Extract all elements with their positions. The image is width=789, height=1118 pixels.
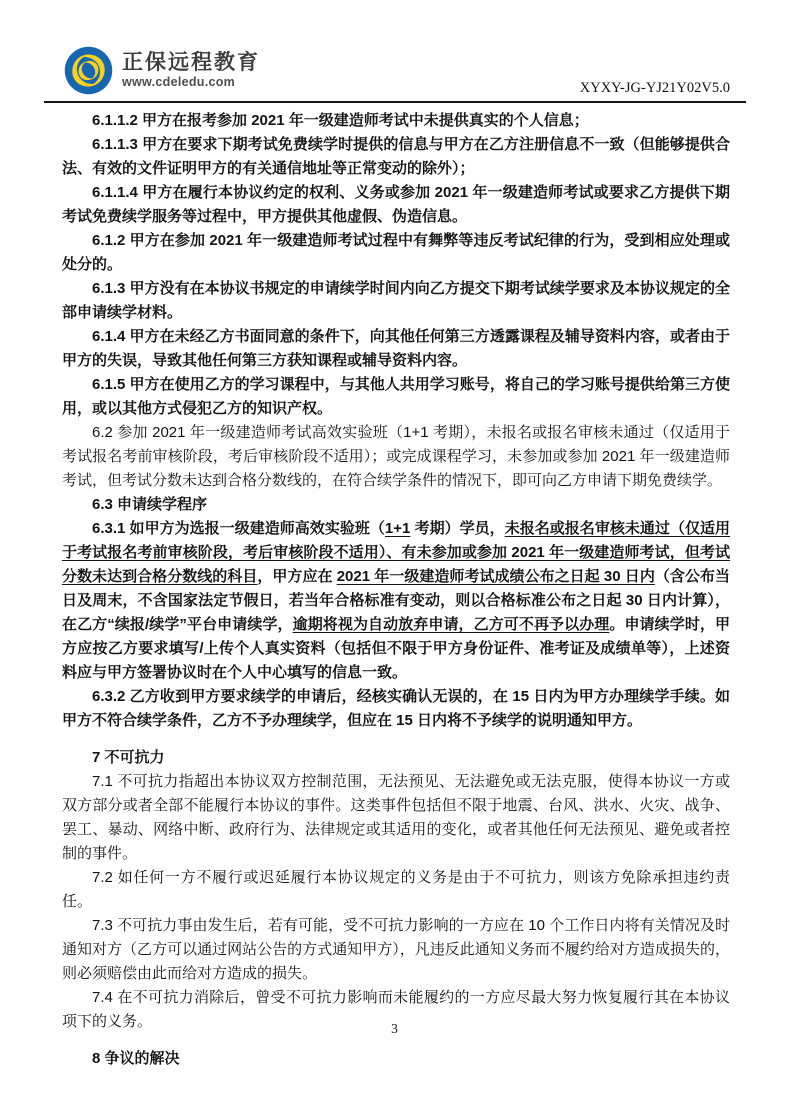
- clause-7: [62, 746, 730, 770]
- clause-6-3: [62, 493, 730, 517]
- text-run: 7.2 如任何一方不履行或迟延履行本协议规定的义务是由于不可抗力，则该方免除承担违约责任。: [62, 869, 730, 910]
- text-run: 6.3 申请续学程序: [92, 496, 208, 513]
- brand-block: [64, 46, 260, 95]
- text-run: 6.1.3 甲方没有在本协议书规定的申请续学时间内向乙方提交下期考试续学要求及本协议规定的全部申请续学材料。: [62, 280, 730, 321]
- text-run: 8 争议的解决: [92, 1050, 180, 1067]
- text-run: 6.3.2 乙方收到甲方要求续学的申请后，经核实确认无误的，在 15 日内为甲方办理续学手续。如甲方不符合续学条件，乙方不予办理续学，但应在 15 日内将不予续学的说明通知甲方。: [62, 688, 730, 729]
- clause-7-3: [62, 914, 730, 986]
- text-run: 6.1.2 甲方在参加 2021 年一级建造师考试过程中有舞弊等违反考试纪律的行为，受到相应处理或处分的。: [62, 232, 730, 273]
- document-body: [62, 109, 730, 1071]
- text-run: 2021 年一级建造师考试成绩公布之日起 30 日内: [336, 568, 655, 585]
- document-code: XYXY-JG-YJ21Y02V5.0: [579, 80, 730, 96]
- clause-6-3-2: [62, 685, 730, 733]
- clause-6-1-3: [62, 277, 730, 325]
- brand-text: [122, 51, 260, 90]
- clause-6-1-4: [62, 325, 730, 373]
- text-run: 6.1.5 甲方在使用乙方的学习课程中，与其他人共用学习账号，将自己的学习账号提供给第三方使用，或以其他方式侵犯乙方的知识产权。: [62, 376, 730, 417]
- text-run: 未报名或报名审核未通过（仅适用于考试报名考前审核阶段，考后审核阶段不适用）、有未参加或参加 2021 年一级建造师考试，但考试分数未达到合格分数线的科目: [62, 520, 731, 585]
- clause-6-1-1-3: [62, 133, 730, 181]
- text-run: 6.1.1.4 甲方在履行本协议约定的权利、义务或参加 2021 年一级建造师考试或要求乙方提供下期考试免费续学服务等过程中，甲方提供其他虚假、伪造信息。: [62, 184, 730, 225]
- text-run: ，甲方应在: [257, 568, 337, 585]
- brand-title: 正保远程教育: [122, 51, 260, 74]
- brand-url: www.cdeledu.com: [122, 75, 236, 89]
- text-run: 6.2 参加 2021 年一级建造师考试高效实验班（1+1 考期），未报名或报名审核未通过（仅适用于考试报名考前审核阶段，考后审核阶段不适用）；或完成课程学习，未参加或参加 2021 年一级建造师考试，但考试分数未达到合格分数线的，在符合续学条件的情况下，即可向乙方申请下期免费续学。: [62, 424, 730, 489]
- text-run: 考期）学员，: [410, 520, 505, 537]
- clause-7-2: [62, 866, 730, 914]
- text-run: 6.1.1.2 甲方在报考参加 2021 年一级建造师考试中未提供真实的个人信息；: [92, 112, 589, 129]
- clause-7-1: [62, 770, 730, 866]
- page-number: 3: [391, 1021, 398, 1036]
- logo-icon: [64, 46, 113, 95]
- text-run: 7.1 不可抗力指超出本协议双方控制范围，无法预见、无法避免或无法克服，使得本协议一方或双方部分或者全部不能履行本协议的事件。这类事件包括但不限于地震、台风、洪水、火灾、战争、罢工、暴动、网络中断、政府行为、法律规定或其适用的变化，或者其他任何无法预见、避免或者控制的事件。: [62, 773, 730, 862]
- text-run: 6.3.1 如甲方为选报一级建造师高效实验班（: [92, 520, 385, 537]
- text-run: 逾期将视为自动放弃申请，乙方可不再予以办理: [292, 616, 610, 633]
- text-run: 7.3 不可抗力事由发生后，若有可能，受不可抗力影响的一方应在 10 个工作日内将有关情况及时通知对方（乙方可以通过网站公告的方式通知甲方），凡违反此通知义务而不履约给对方造成损失的，则必须赔偿由此而给对方造成的损失。: [62, 917, 730, 982]
- clause-6-1-2: [62, 229, 730, 277]
- clause-8: [62, 1047, 730, 1071]
- text-run: 7 不可抗力: [92, 749, 165, 766]
- clause-6-2: [62, 421, 730, 493]
- page-header: [44, 42, 746, 103]
- clause-6-1-1-4: [62, 181, 730, 229]
- clause-6-1-1-2: [62, 109, 730, 133]
- clause-6-1-5: [62, 373, 730, 421]
- clause-6-3-1: [62, 517, 730, 685]
- text-run: 6.1.4 甲方在未经乙方书面同意的条件下，向其他任何第三方透露课程及辅导资料内容，或者由于甲方的失误，导致其他任何第三方获知课程或辅导资料内容。: [62, 328, 730, 369]
- text-run: 7.4 在不可抗力消除后，曾受不可抗力影响而未能履约的一方应尽最大努力恢复履行其在本协议项下的义务。: [62, 989, 730, 1030]
- text-run: 1+1: [384, 520, 411, 537]
- text-run: 6.1.1.3 甲方在要求下期考试免费续学时提供的信息与甲方在乙方注册信息不一致（但能够提供合法、有效的文件证明甲方的有关通信地址等正常变动的除外）；: [62, 136, 730, 177]
- text-run: （含公布当日及周末，不含国家法定节假日，若当年合格标准有变动，则以合格标准公布之日起 30 日内计算），在乙方“续报/续学”平台申请续学，: [62, 568, 730, 633]
- text-run: 。申请续学时，甲方应按乙方要求填写/上传个人真实资料（包括但不限于甲方身份证件、准考证及成绩单等），上述资料应与甲方签署协议时在个人中心填写的信息一致。: [62, 616, 730, 681]
